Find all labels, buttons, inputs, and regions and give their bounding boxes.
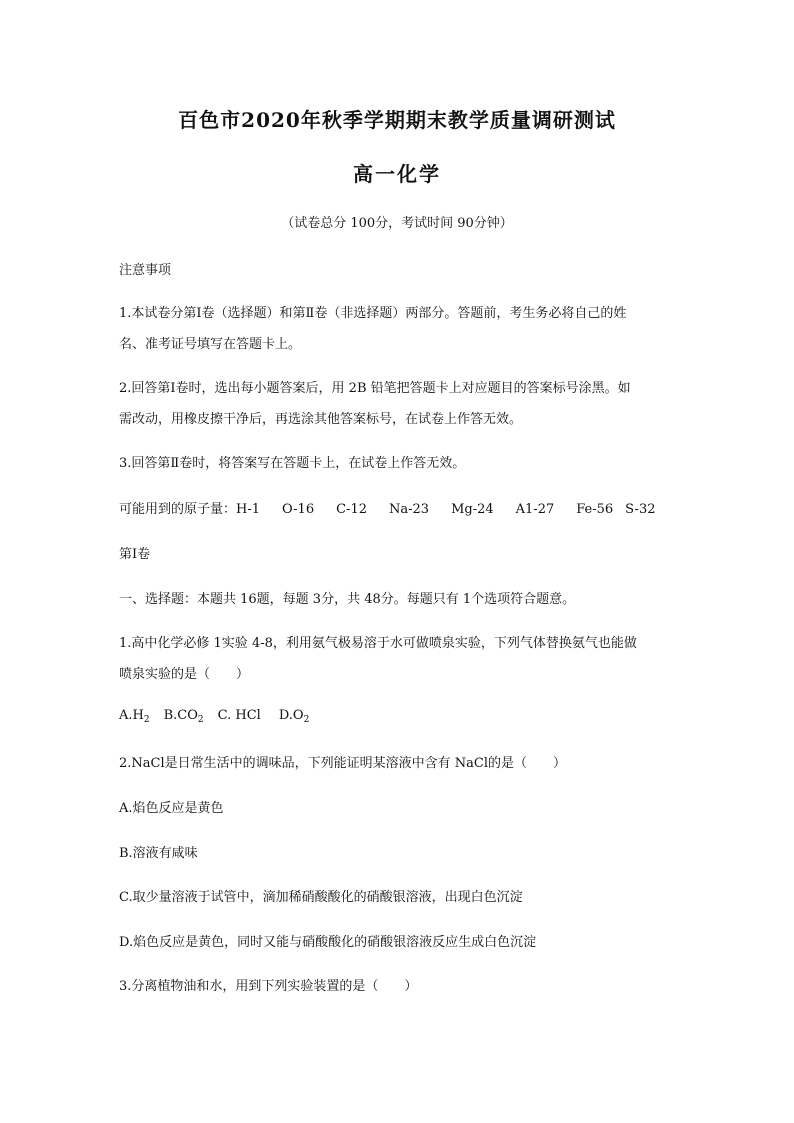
question-3-stem: 3.分离植物油和水，用到下列实验装置的是（ ） xyxy=(119,979,418,994)
question-2-option-a: A.焰色反应是黄色 xyxy=(119,801,224,816)
question-1-line-2: 喷泉实验的是（ ） xyxy=(119,667,250,682)
atomic-mass-h: H-1 xyxy=(236,502,261,517)
section-heading: 第Ⅰ卷 xyxy=(119,547,151,562)
note-2-line-1: 2.回答第Ⅰ卷时，选出每小题答案后，用 2B 铅笔把答题卡上对应题目的答案标号涂黑。如 xyxy=(119,381,631,396)
atomic-mass-o: O-16 xyxy=(282,502,315,517)
question-1-options xyxy=(119,708,679,723)
note-3: 3.回答第Ⅱ卷时，将答案写在答题卡上，在试卷上作答无效。 xyxy=(119,456,466,471)
option-c: C. HCl xyxy=(217,708,261,723)
question-2-option-b: B.溶液有咸味 xyxy=(119,846,198,861)
atomic-masses xyxy=(119,498,679,517)
option-d: $D.O_2$ xyxy=(278,708,310,725)
subject-title: 高一化学 xyxy=(353,162,441,186)
atomic-masses-label: 可能用到的原子量： xyxy=(119,502,237,517)
option-b: $B.CO_2$ xyxy=(163,708,204,725)
notes-heading: 注意事项 xyxy=(119,263,172,278)
section-instructions: 一、选择题：本题共 16题，每题 3分，共 48分。每题只有 1个选项符合题意。 xyxy=(119,592,576,607)
question-2-stem: 2.NaCl是日常生活中的调味品，下列能证明某溶液中含有 NaCl的是（ ） xyxy=(119,756,566,771)
question-1-line-1: 1.高中化学必修 1实验 4-8，利用氨气极易溶于水可做喷泉实验，下列气体替换氨气也能做 xyxy=(119,636,637,651)
atomic-mass-na: Na-23 xyxy=(389,502,430,517)
atomic-mass-s: S-32 xyxy=(625,502,656,517)
exam-info: （试卷总分 100分，考试时间 90分钟） xyxy=(281,216,513,231)
note-1-line-1: 1.本试卷分第Ⅰ卷（选择题）和第Ⅱ卷（非选择题）两部分。答题前，考生务必将自己的姓 xyxy=(119,306,627,321)
note-2-line-2: 需改动，用橡皮擦干净后，再选涂其他答案标号，在试卷上作答无效。 xyxy=(119,412,523,427)
question-2-option-c: C.取少量溶液于试管中，滴加稀硝酸酸化的硝酸银溶液，出现白色沉淀 xyxy=(119,890,523,905)
question-2-option-d: D.焰色反应是黄色，同时又能与硝酸酸化的硝酸银溶液反应生成白色沉淀 xyxy=(119,935,537,950)
exam-title: 百色市2020年秋季学期期末教学质量调研测试 xyxy=(178,108,616,132)
atomic-mass-c: C-12 xyxy=(336,502,367,517)
atomic-mass-al: A1-27 xyxy=(515,502,555,517)
note-1-line-2: 名、准考证号填写在答题卡上。 xyxy=(119,337,302,352)
atomic-mass-fe: Fe-56 xyxy=(576,502,614,517)
option-a: $A.H_2$ xyxy=(119,708,150,725)
atomic-mass-mg: Mg-24 xyxy=(451,502,494,517)
